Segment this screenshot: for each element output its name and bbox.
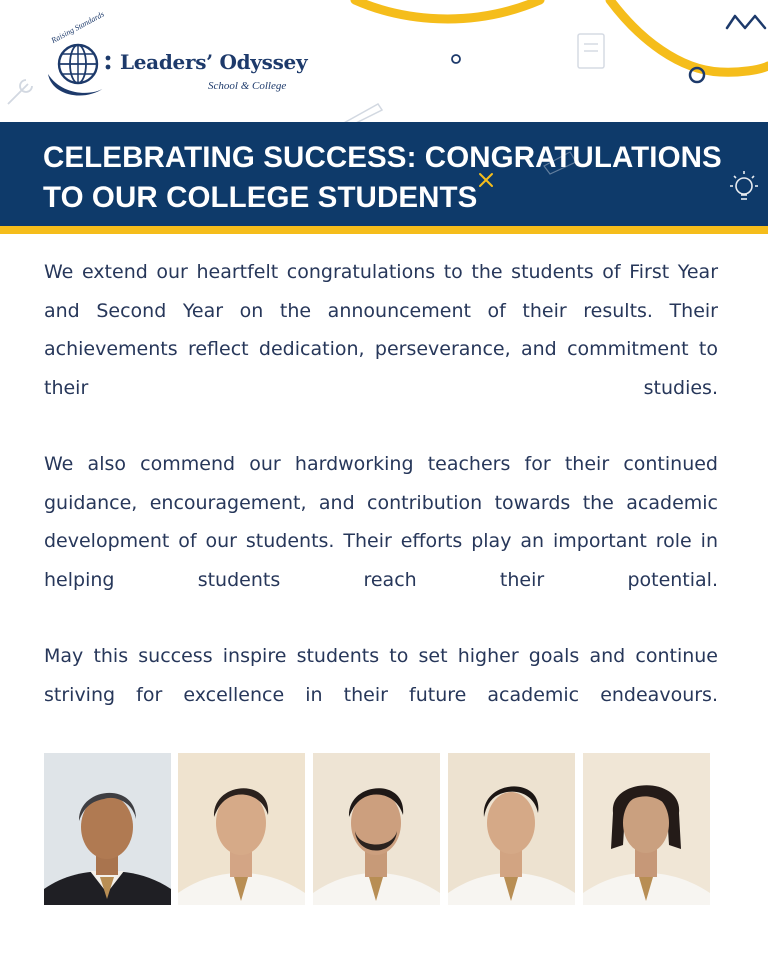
school-name: Leaders’ Odyssey [120, 50, 308, 74]
student-portrait-icon [178, 753, 305, 905]
student-photo [178, 753, 305, 905]
page-title-line-2: TO OUR COLLEGE STUDENTS [43, 181, 478, 214]
student-portrait-icon [583, 753, 710, 905]
yellow-wave-decoration-right [610, 0, 768, 72]
student-photo [448, 753, 575, 905]
school-logo [44, 9, 308, 104]
wrench-icon [8, 80, 32, 104]
page-title-line-1: CELEBRATING SUCCESS: CONGRATULATIONS [43, 141, 722, 174]
paragraph-congratulations: We extend our heartfelt congratulations to the students of First Year and Second Year on the announcement of their results. Their achievements reflect dedication, perseverance, and commitment to their studies. [44, 261, 718, 399]
student-photo-row [44, 753, 710, 905]
ring-decoration [452, 55, 460, 63]
paragraph-inspiration: May this success inspire students to set higher goals and continue striving for excellence in their future academic endeavours. [44, 645, 718, 706]
yellow-wave-decoration [355, 0, 540, 19]
notebook-icon [578, 34, 604, 68]
banner-accent-stripe [0, 226, 768, 234]
page-title [43, 138, 722, 218]
logo-tagline: Raising Standards [49, 9, 106, 45]
paragraph-teachers: We also commend our hardworking teachers for their continued guidance, encouragement, and contribution towards the academic development of our students. Their efforts play an important role in helping students reach their potential. [44, 453, 718, 591]
student-photo [44, 753, 171, 905]
student-photo [313, 753, 440, 905]
zigzag-decoration [727, 16, 765, 28]
student-photo [583, 753, 710, 905]
student-portrait-icon [313, 753, 440, 905]
school-subtitle: School & College [208, 80, 287, 92]
student-portrait-icon [44, 753, 171, 905]
student-portrait-icon [448, 753, 575, 905]
